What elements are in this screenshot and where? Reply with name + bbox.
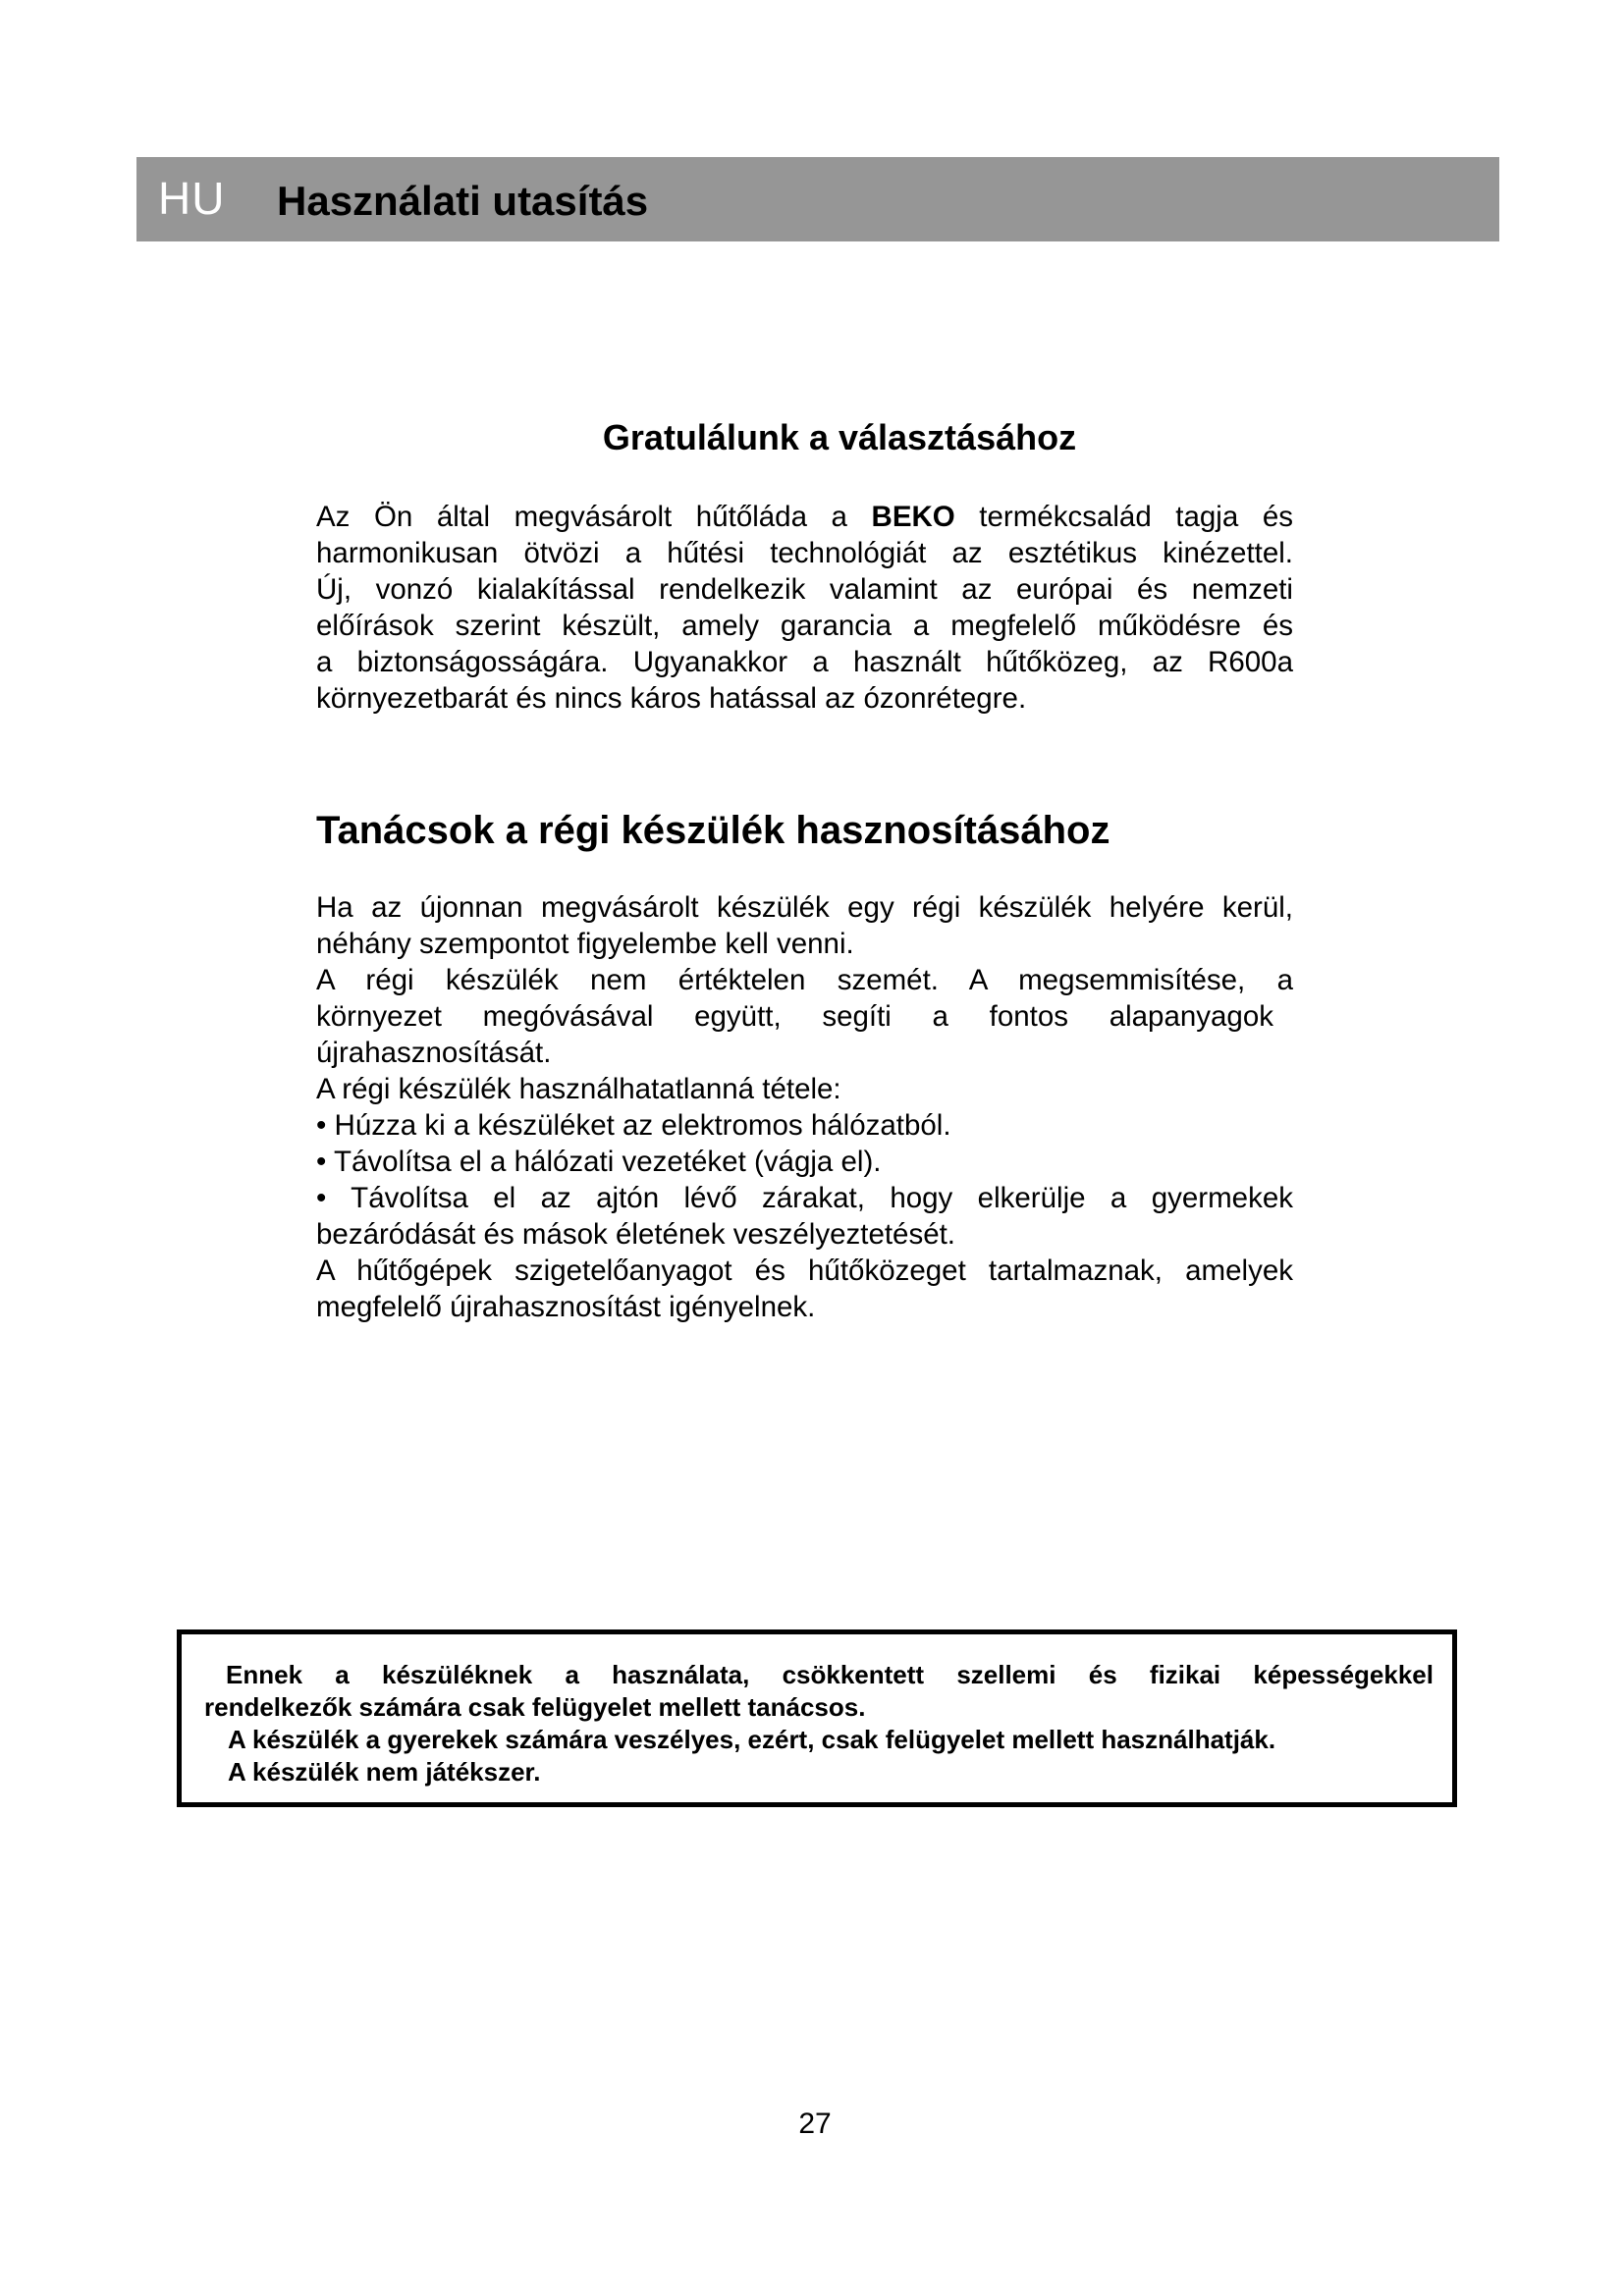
intro-line [316,499,1293,535]
intro-heading: Gratulálunk a választásához [602,417,1077,457]
intro-line: előírások szerint készült, amely garancia a megfelelő működésre és [316,610,1293,642]
tips-line: néhány szempontot figyelembe kell venni. [316,928,854,960]
header-bar [136,157,1499,241]
tips-bullet: • Távolítsa el az ajtón lévő zárakat, hogy elkerülje a gyermekek [316,1182,1293,1214]
tips-line: környezet megóvásával együtt, segíti a fontos alapanyagok [316,1000,1273,1033]
warning-text [204,1659,1434,1789]
brand-name: BEKO [871,501,955,533]
tips-line: A régi készülék használhatatlanná tétele: [316,1073,841,1105]
intro-line: a biztonságosságára. Ugyanakkor a használt hűtőközeg, az R600a [316,646,1293,678]
warning-line: Ennek a készüléknek a használata, csökkentett szellemi és fizikai képességekkel [226,1660,1434,1689]
intro-line: Új, vonzó kialakítással rendelkezik valamint az európai és nemzeti [316,573,1293,606]
tips-line: Ha az újonnan megvásárolt készülék egy régi készülék helyére kerül, [316,891,1293,924]
warning-line: A készülék a gyerekek számára veszélyes, ezért, csak felügyelet mellett használhatják. [228,1725,1276,1754]
tips-paragraph [316,889,1293,1325]
intro-line: környezetbarát és nincs káros hatással az ózonrétegre. [316,682,1027,715]
page-number: 27 [798,2108,832,2140]
tips-line: A régi készülék nem értéktelen szemét. A megsemmisítése, a [316,964,1293,996]
tips-line: újrahasznosítását. [316,1037,552,1069]
page-title: Használati utasítás [277,178,649,224]
tips-bullet: • Húzza ki a készüléket az elektromos hálózatból. [316,1109,951,1142]
tips-line: bezáródását és mások életének veszélyeztetését. [316,1218,956,1251]
tips-heading: Tanácsok a régi készülék hasznosításához [316,809,1110,852]
intro-line: harmonikusan ötvözi a hűtési technológiát az esztétikus kinézettel. [316,537,1293,569]
intro-paragraph [316,499,1293,717]
warning-box [177,1629,1457,1807]
warning-line: rendelkezők számára csak felügyelet mellett tanácsos. [204,1692,866,1722]
language-code: HU [158,173,226,224]
tips-line: megfelelő újrahasznosítást igényelnek. [316,1291,816,1323]
intro-line1-post: termékcsalád tagja és [954,501,1293,533]
intro-line1-pre: Az Ön által megvásárolt hűtőláda a [316,501,872,533]
warning-line: A készülék nem játékszer. [228,1757,541,1787]
tips-bullet: • Távolítsa el a hálózati vezetéket (vágja el). [316,1146,882,1178]
tips-line: A hűtőgépek szigetelőanyagot és hűtőközeget tartalmaznak, amelyek [316,1255,1293,1287]
